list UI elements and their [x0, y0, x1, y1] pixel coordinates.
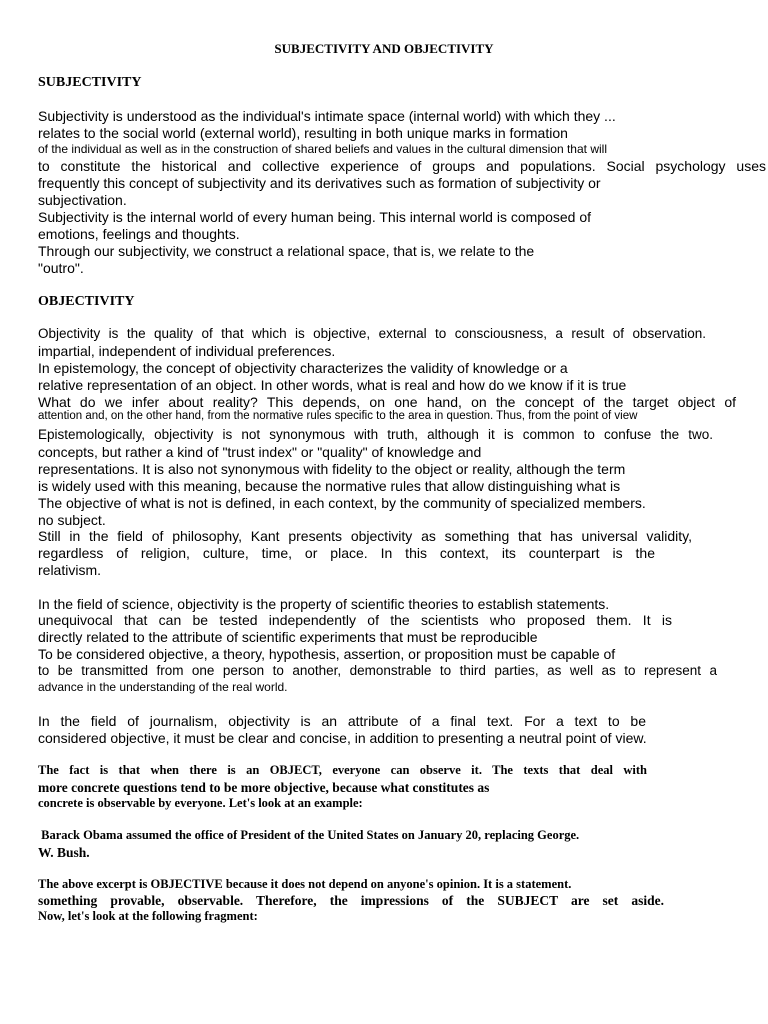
paragraph-line: In the field of journalism, objectivity is an attribute of a final text. For a text to be	[38, 713, 646, 729]
emphasis-line: something provable, observable. Therefore, the impressions of the SUBJECT are set aside.	[38, 893, 664, 908]
paragraph-line: to be transmitted from one person to another, demonstrable to third parties, as well as to represent a	[38, 663, 717, 678]
paragraph-line: subjectivation.	[38, 192, 127, 208]
paragraph-line: considered objective, it must be clear and concise, in addition to presenting a neutral point of view.	[38, 730, 647, 746]
section-heading-subjectivity: SUBJECTIVITY	[38, 75, 142, 90]
emphasis-line: Now, let's look at the following fragment:	[38, 909, 258, 923]
paragraph-line: emotions, feelings and thoughts.	[38, 226, 240, 242]
paragraph-line: representations. It is also not synonymous with fidelity to the object or reality, although the term	[38, 461, 626, 477]
paragraph-line: directly related to the attribute of scientific experiments that must be reproducible	[38, 629, 538, 645]
paragraph-line: relativism.	[38, 562, 102, 578]
paragraph-line: Epistemologically, objectivity is not synonymous with truth, although it is common to confuse the two.	[38, 427, 713, 442]
paragraph-line: frequently this concept of subjectivity and its derivatives such as formation of subjectivity or	[38, 175, 601, 191]
paragraph-line: Subjectivity is understood as the individual's intimate space (internal world) with which they ...	[38, 108, 616, 124]
emphasis-line: more concrete questions tend to be more objective, because what constitutes as	[38, 780, 490, 795]
emphasis-line: concrete is observable by everyone. Let's look at an example:	[38, 796, 363, 810]
paragraph-line: To be considered objective, a theory, hypothesis, assertion, or proposition must be capable of	[38, 646, 616, 662]
paragraph-line: advance in the understanding of the real world.	[38, 680, 288, 694]
emphasis-line: The fact is that when there is an OBJECT, everyone can observe it. The texts that deal with	[38, 763, 647, 777]
paragraph-line: is widely used with this meaning, because the normative rules that allow distinguishing what is	[38, 478, 621, 494]
paragraph-line: relates to the social world (external world), resulting in both unique marks in formation	[38, 125, 568, 141]
paragraph-line: Still in the field of philosophy, Kant presents objectivity as something that has universal validity,	[38, 528, 692, 544]
paragraph-line: "outro".	[38, 260, 84, 276]
emphasis-line: The above excerpt is OBJECTIVE because it does not depend on anyone's opinion. It is a statement.	[38, 877, 572, 891]
paragraph-line: no subject.	[38, 512, 106, 528]
paragraph-line: regardless of religion, culture, time, or place. In this context, its counterpart is the	[38, 545, 655, 561]
paragraph-line: unequivocal that can be tested independently of the scientists who proposed them. It is	[38, 612, 672, 628]
example-line: W. Bush.	[38, 845, 90, 860]
paragraph-line: Objectivity is the quality of that which is objective, external to consciousness, a result of observation.	[38, 326, 706, 341]
paragraph-line: In epistemology, the concept of objectivity characterizes the validity of knowledge or a	[38, 360, 568, 376]
paragraph-line: attention and, on the other hand, from the normative rules specific to the area in question. Thus, from the point of view	[38, 410, 638, 422]
paragraph-line: In the field of science, objectivity is the property of scientific theories to establish statements.	[38, 596, 610, 612]
paragraph-line: to constitute the historical and collective experience of groups and populations. Social psychology uses	[38, 158, 766, 174]
paragraph-line: What do we infer about reality? This depends, on one hand, on the concept of the target object of	[38, 394, 736, 410]
page-title: SUBJECTIVITY AND OBJECTIVITY	[274, 41, 494, 56]
example-line: Barack Obama assumed the office of President of the United States on January 20, replacing George.	[38, 828, 580, 842]
paragraph-line: Through our subjectivity, we construct a relational space, that is, we relate to the	[38, 243, 535, 259]
paragraph-line: Subjectivity is the internal world of every human being. This internal world is composed of	[38, 209, 592, 225]
paragraph-line: The objective of what is not is defined, in each context, by the community of specialized members.	[38, 495, 646, 511]
paragraph-line: concepts, but rather a kind of "trust index" or "quality" of knowledge and	[38, 444, 482, 460]
section-heading-objectivity: OBJECTIVITY	[38, 294, 135, 309]
paragraph-line: impartial, independent of individual preferences.	[38, 343, 336, 359]
paragraph-line: relative representation of an object. In other words, what is real and how do we know if it is true	[38, 377, 627, 393]
paragraph-line: of the individual as well as in the construction of shared beliefs and values in the cultural dimension that will	[38, 142, 607, 156]
